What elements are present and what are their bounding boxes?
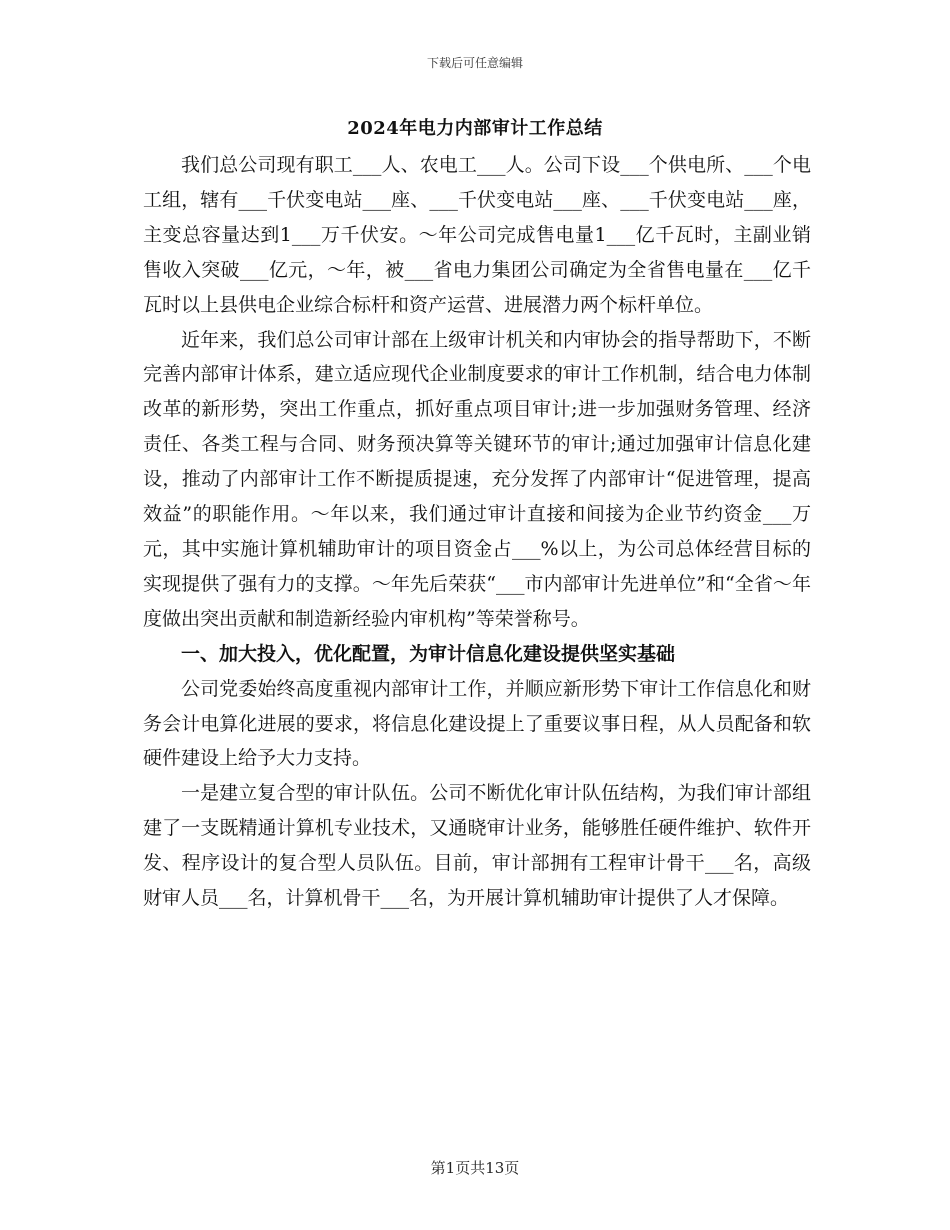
section-heading: 一、加大投入，优化配置，为审计信息化建设提供坚实基础	[181, 642, 676, 665]
paragraph: 近年来，我们总公司审计部在上级审计机关和内审协会的指导帮助下，不断完善内部审计体系，建立适应现代企业制度要求的审计工作机制，结合电力体制改革的新形势，突出工作重点，抓好重点项目审计;进一步加强财务管理、经济责任、各类工程与合同、财务预决算等关键环节的审计;通过加强审计信息化建设，推动了内部审计工作不断提质提速，充分发挥了内部审计“促进管理，提高效益”的职能作用。～年以来，我们通过审计直接和间接为企业节约资金___万元，其中实施计算机辅助审计的项目资金占___%以上，为公司总体经营目标的实现提供了强有力的支撑。～年先后荣获“___市内部审计先进单位”和“全省～年度做出突出贡献和制造新经验内审机构”等荣誉称号。	[143, 328, 811, 630]
paragraph: 一是建立复合型的审计队伍。公司不断优化审计队伍结构，为我们审计部组建了一支既精通计算机专业技术，又通晓审计业务，能够胜任硬件维护、软件开发、程序设计的复合型人员队伍。目前，审计部拥有工程审计骨干___名，高级财审人员___名，计算机骨干___名，为开展计算机辅助审计提供了人才保障。	[143, 782, 811, 910]
document-title: 2024年电力内部审计工作总结	[347, 118, 603, 139]
header-note: 下载后可任意编辑	[426, 56, 523, 70]
paragraph: 公司党委始终高度重视内部审计工作，并顺应新形势下审计工作信息化和财务会计电算化进展的要求，将信息化建设提上了重要议事日程，从人员配备和软硬件建设上给予大力支持。	[143, 677, 811, 770]
document-body	[143, 148, 811, 916]
paragraph: 我们总公司现有职工___人、农电工___人。公司下设___个供电所、___个电工组，辖有___千伏变电站___座、___千伏变电站___座、___千伏变电站___座，主变总容量达到1___万千伏安。～年公司完成售电量1___亿千瓦时，主副业销售收入突破___亿元，～年，被___省电力集团公司确定为全省售电量在___亿千瓦时以上县供电企业综合标杆和资产运营、进展潜力两个标杆单位。	[143, 154, 811, 316]
page-footer: 第1页共13页	[430, 1159, 520, 1177]
